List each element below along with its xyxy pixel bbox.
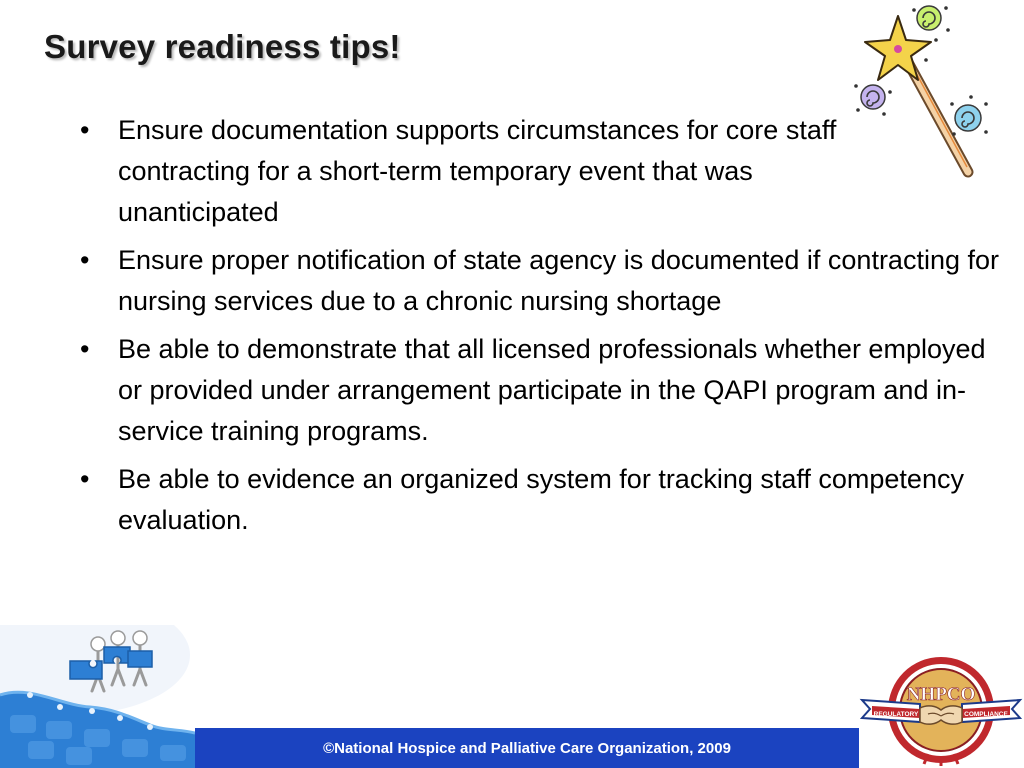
bullet-marker: • xyxy=(80,464,90,494)
bullet-list xyxy=(80,110,1000,548)
svg-text:COMPLIANCE: COMPLIANCE xyxy=(964,711,1008,718)
bullet-item xyxy=(80,459,1000,541)
copyright-text: ©National Hospice and Palliative Care Organization, 2009 xyxy=(323,739,731,757)
bullet-text: Be able to demonstrate that all licensed professionals whether employed or provided under arrangement participate in the QAPI program and in-service training programs. xyxy=(118,334,986,446)
bullet-text: Be able to evidence an organized system for tracking staff competency evaluation. xyxy=(118,464,964,535)
svg-text:REGULATORY: REGULATORY xyxy=(873,711,919,718)
bullet-text: Ensure proper notification of state agency is documented if contracting for nursing services due to a chronic nursing shortage xyxy=(118,245,999,316)
nhpco-logo xyxy=(858,652,1024,768)
bullet-item xyxy=(80,329,1000,452)
footer-bar xyxy=(195,728,859,768)
bullet-marker: • xyxy=(80,334,90,364)
bullet-marker: • xyxy=(80,115,90,145)
puzzle-people-icon xyxy=(0,625,195,768)
slide-title: Survey readiness tips! xyxy=(44,28,401,65)
bullet-item xyxy=(80,240,1000,322)
bullet-text: Ensure documentation supports circumstances for core staff contracting for a short-term temporary event that was unanticipated xyxy=(118,115,837,227)
bullet-item xyxy=(80,110,1000,233)
bullet-marker: • xyxy=(80,245,90,275)
svg-text:NHPCO: NHPCO xyxy=(906,684,976,705)
